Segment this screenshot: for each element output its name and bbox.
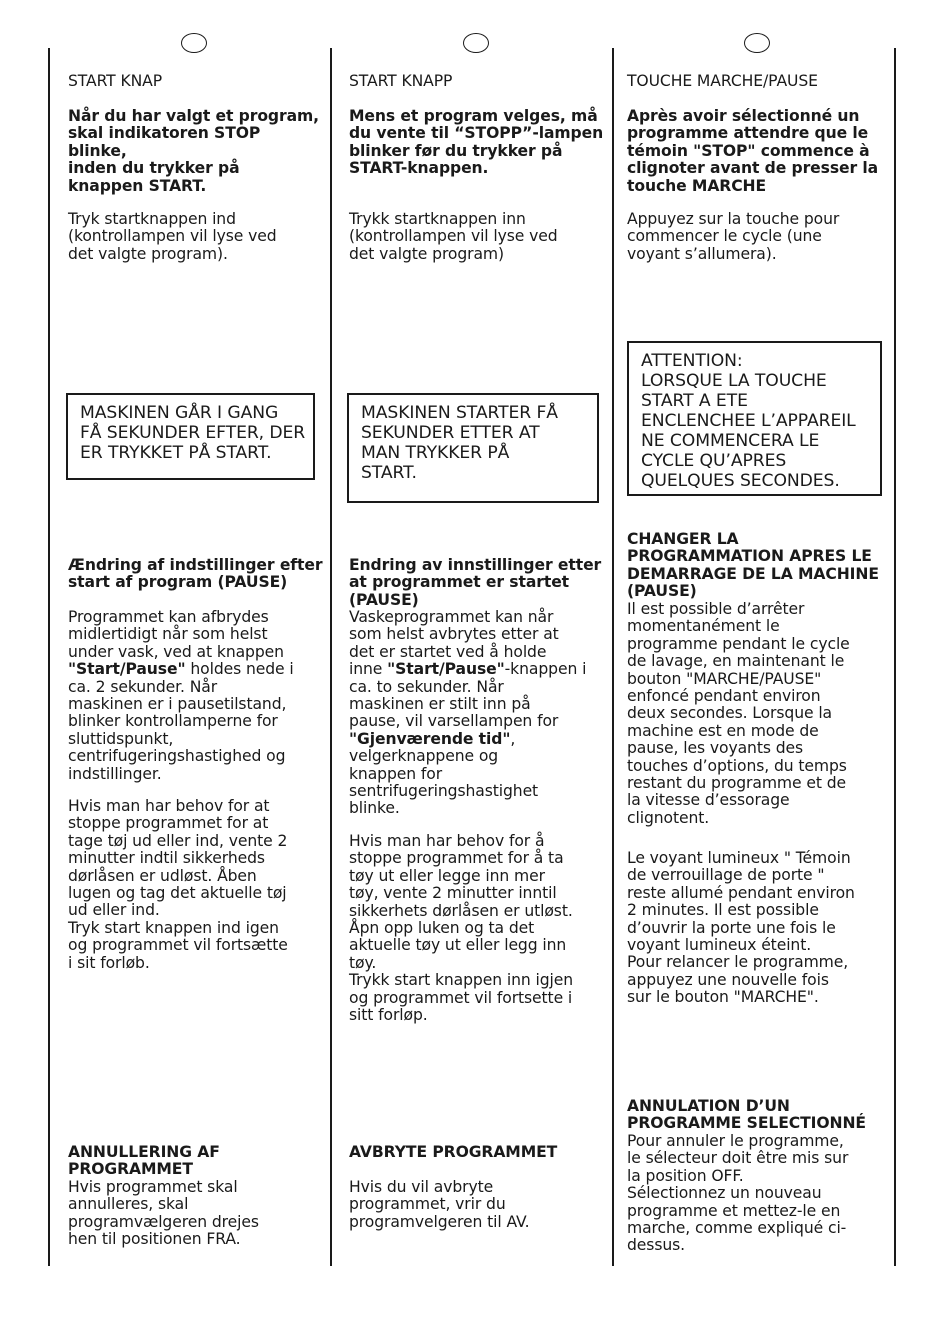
cancel-heading: ANNULATION D’UN PROGRAMME SELECTIONNÉ [627, 1097, 866, 1133]
pause-heading: CHANGER LA PROGRAMMATION APRES LE DEMARRAGE DE LA MACHINE (PAUSE) [627, 530, 879, 601]
column-divider-right [894, 48, 896, 1266]
column-french [627, 0, 889, 1318]
pause-paragraph-1: Vaskeprogrammet kan når som helst avbrytes etter at det er startet ved å holde inne "Start/Pause"-knappen i ca. to sekunder. Når maskinen er stilt inn på pause, vil varsellampen for "Gjenværende tid", velgerknappene og knappen for sentrifugeringshastighet blinke. [349, 608, 587, 818]
pause-paragraph-1: Programmet kan afbrydes midlertidigt når som helst under vask, ved at knappen "Start/Pause" holdes nede i ca. 2 sekunder. Når maskinen er i pausetilstand, blinker kontrollamperne for sluttidspunkt, centrifugeringshastighed og indstillinger. [68, 608, 294, 783]
cancel-heading: AVBRYTE PROGRAMMET [349, 1143, 558, 1161]
start-heading: START KNAPP [349, 72, 453, 90]
column-danish [68, 0, 324, 1318]
start-heading: TOUCHE MARCHE/PAUSE [627, 72, 818, 90]
warning-box: MASKINEN GÅR I GANG FÅ SEKUNDER EFTER, DER ER TRYKKET PÅ START. [66, 393, 315, 480]
pause-paragraph-2: Hvis man har behov for å stoppe programmet for å ta tøy ut eller legge inn mer tøy, vente 2 minutter inntil sikkerhets dørlåsen er utløst. Åpn opp luken og ta det aktuelle tøy ut eller legg inn tøy. Trykk start knappen inn igjen og programmet vil fortsette i sitt forløp. [349, 832, 574, 1025]
pause-heading: Endring av innstillinger etter at programmet er startet (PAUSE) [349, 556, 602, 609]
cancel-heading: ANNULLERING AF PROGRAMMET [68, 1143, 220, 1179]
cancel-text: Pour annuler le programme, le sélecteur doit être mis sur la position OFF. Sélectionnez un nouveau programme et mettez-le en marche, comme expliqué ci- dessus. [627, 1132, 849, 1255]
warning-box: MASKINEN STARTER FÅ SEKUNDER ETTER AT MAN TRYKKER PÅ START. [347, 393, 599, 503]
start-intro: Après avoir sélectionné un programme attendre que le témoin "STOP" commence à clignoter avant de presser la touche MARCHE [627, 107, 879, 195]
column-norwegian [349, 0, 605, 1318]
pause-paragraph-2: Le voyant lumineux " Témoin de verrouillage de porte " reste allumé pendant environ 2 minutes. Il est possible d’ouvrir la porte une fois le voyant lumineux éteint. Pour relancer le programme, appuyez une nouvelle fois sur le bouton "MARCHE". [627, 849, 855, 1007]
pause-paragraph-2: Hvis man har behov for at stoppe programmet for at tage tøj ud eller ind, vente 2 minutter indtil sikkerheds dørlåsen er udløst. Åben lugen og tag det aktuelle tøj ud eller ind. Tryk start knappen ind igen og programmet vil fortsætte i sit forløb. [68, 797, 288, 972]
start-text: Tryk startknappen ind (kontrollampen vil lyse ved det valgte program). [68, 210, 277, 263]
start-intro: Når du har valgt et program, skal indikatoren STOP blinke, inden du trykker på knappen START. [68, 107, 319, 195]
pause-heading: Ændring af indstillinger efter start af program (PAUSE) [68, 556, 323, 592]
pause-paragraph-1: Il est possible d’arrêter momentanément le programme pendant le cycle de lavage, en maintenant le bouton "MARCHE/PAUSE" enfoncé pendant environ deux secondes. Lorsque la machine est en mode de pause, les voyants des touches d’options, du temps restant du programme et de la vitesse d’essorage clignotent. [627, 600, 850, 827]
start-text: Trykk startknappen inn (kontrollampen vil lyse ved det valgte program) [349, 210, 558, 263]
column-divider-2 [612, 48, 614, 1266]
column-divider-1 [330, 48, 332, 1266]
start-heading: START KNAP [68, 72, 163, 90]
column-divider-left [48, 48, 50, 1266]
cancel-text: Hvis programmet skal annulleres, skal programvælgeren drejes hen til positionen FRA. [68, 1178, 259, 1249]
start-intro: Mens et program velges, må du vente til “STOPP”-lampen blinker før du trykker på START-knappen. [349, 107, 604, 178]
warning-box: ATTENTION: LORSQUE LA TOUCHE START A ETE ENCLENCHEE L’APPAREIL NE COMMENCERA LE CYCLE QU’APRES QUELQUES SECONDES. [627, 341, 882, 496]
start-text: Appuyez sur la touche pour commencer le cycle (une voyant s’allumera). [627, 210, 840, 263]
cancel-text: Hvis du vil avbryte programmet, vrir du programvelgeren til AV. [349, 1178, 530, 1231]
